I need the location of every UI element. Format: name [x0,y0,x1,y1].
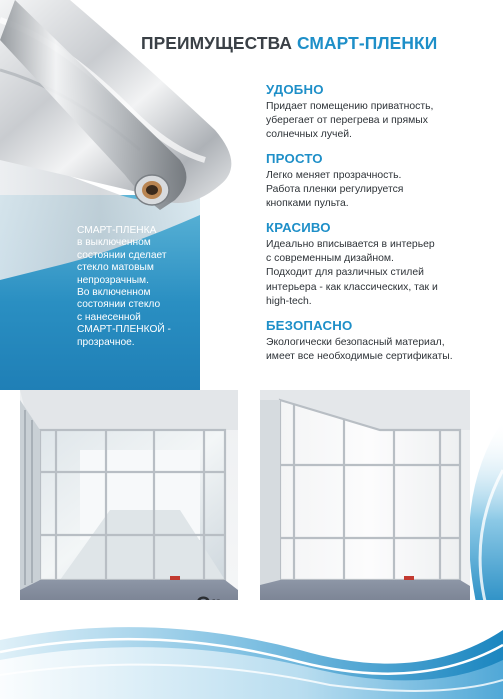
panel-line: прозрачное. [77,336,135,348]
feature-title: КРАСИВО [266,220,331,235]
photo-film-off [260,390,470,622]
feature-line: имеет все необходимые сертификаты. [266,351,453,363]
feature-line: Идеально вписывается в интерьер [266,239,435,250]
panel-line: непрозрачным. [77,274,149,286]
panel-line: в выключенном [77,237,151,249]
feature-line: кнопками пульта. [266,198,349,210]
feature-line: Экологически безопасный материал, [266,337,445,348]
feature-beautiful [266,220,498,309]
panel-line: СМАРТ-ПЛЕНКОЙ - [77,324,171,336]
panel-line: состоянии сделает [77,249,167,261]
panel-line: СМАРТ-ПЛЕНКА [77,225,157,236]
title-accent: СМАРТ-ПЛЕНКИ [296,33,438,53]
feature-title: ПРОСТО [266,151,323,166]
feature-line: Подходит для различных стилей [266,267,424,279]
feature-line: уберегает от перегрева и прямых [266,115,428,127]
feature-title: УДОБНО [266,82,324,97]
feature-simple [266,151,498,212]
panel-line: Во включенном [77,287,151,299]
panel-line: с нанесенной [77,311,141,323]
page-title [141,33,437,54]
feature-line: high-tech. [266,295,312,307]
feature-safe [266,318,498,364]
feature-line: Легко меняет прозрачность. [266,170,402,181]
panel-description [77,225,195,349]
decorative-wave-bottom [0,600,503,699]
photo-film-on [20,390,238,622]
feature-line: Придает помещению приватность, [266,101,434,112]
feature-line: интерьера - как классических, так и [266,281,438,293]
feature-convenient [266,82,498,143]
feature-line: с современным дизайном. [266,253,394,265]
feature-line: Работа пленки регулируется [266,184,404,196]
panel-line: стекло матовым [77,262,154,274]
title-main: ПРЕИМУЩЕСТВА [141,33,297,53]
feature-line: солнечных лучей. [266,129,352,141]
panel-line: состоянии стекло [77,299,161,311]
feature-title: БЕЗОПАСНО [266,318,353,333]
